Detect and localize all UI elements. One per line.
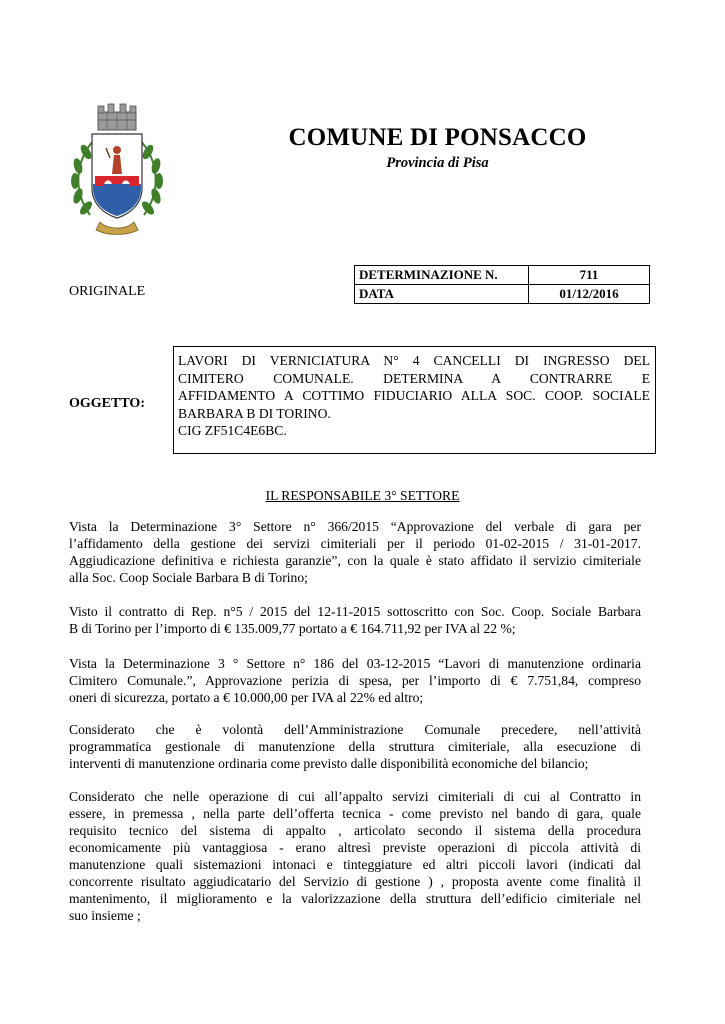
paragraph-line: B di Torino per l’importo di € 135.009,77 portato a € 164.711,92 per IVA al 22 %; [69, 621, 516, 636]
paragraph-line: l’affidamento della gestione dei servizi cimiteriali per il periodo 01-02-2015 / 31-01-2017. [69, 536, 641, 551]
ribbon-icon [96, 222, 138, 235]
paragraph [69, 518, 641, 586]
paragraph-line: Vista la Determinazione 3° Settore n° 366/2015 “Approvazione del verbale di gara per [69, 519, 641, 534]
table-row [355, 285, 650, 304]
paragraph-line: requisito tecnico del sistema di appalto , articolato secondo il sistema della procedura [69, 823, 641, 838]
page-title: COMUNE DI PONSACCO [288, 124, 587, 151]
paragraph-line: Aggiudicazione definitiva e richiesta garanzie”, con la quale è stato affidato il servizio cimiteriale [69, 553, 641, 568]
paragraph-line: economicamente più vantaggiosa - erano altresì previste operazioni di piccola attività di [69, 840, 641, 855]
paragraph-line: programmatica gestionale di manutenzione della struttura cimiteriale, alla esecuzione di [69, 739, 641, 754]
determination-number-label: DETERMINAZIONE N. [355, 266, 529, 285]
subject-line: AFFIDAMENTO A COTTIMO FIDUCIARIO ALLA SOC. COOP. SOCIALE [178, 388, 650, 403]
table-row [355, 266, 650, 285]
paragraph-line: Cimitero Comunale.”, Approvazione perizia di spesa, per l’importo di € 7.751,84, compreso [69, 673, 641, 688]
paragraph-line: manutenzione quali sistemazioni intonaci e tinteggiature ed altri piccoli lavori (indicati dal [69, 857, 641, 872]
shield-icon [92, 134, 142, 218]
page-subtitle: Provincia di Pisa [386, 155, 489, 171]
paragraph-line: Considerato che nelle operazione di cui all’appalto servizi cimiteriali di cui al Contratto in [69, 789, 641, 804]
paragraph [69, 721, 641, 772]
paragraph-line: alla Soc. Coop Sociale Barbara B di Torino; [69, 570, 308, 585]
paragraph-line: interventi di manutenzione ordinaria come previsto dalle disponibilità economiche del bilancio; [69, 756, 589, 771]
subject-line: BARBARA B DI TORINO. [178, 405, 331, 421]
paragraph-line: Vista la Determinazione 3 ° Settore n° 186 del 03-12-2015 “Lavori di manutenzione ordinaria [69, 656, 641, 671]
paragraph-line: mantenimento, il miglioramento e la valorizzazione della struttura dell’edificio cimiteriale nel [69, 891, 641, 906]
crown-icon [98, 104, 136, 130]
paragraph-line: concorrente risultato aggiudicatario del Servizio di gestione ) , proposta avente come finalità il [69, 874, 641, 889]
subject-line: LAVORI DI VERNICIATURA N° 4 CANCELLI DI INGRESSO DEL [178, 353, 650, 368]
determination-date-label: DATA [355, 285, 529, 304]
determination-number-value: 711 [529, 266, 650, 285]
paragraph-line: oneri di sicurezza, portato a € 10.000,00 per IVA al 22% ed altro; [69, 690, 424, 705]
subject-line: CIMITERO COMUNALE. DETERMINA A CONTRARRE E [178, 370, 650, 386]
paragraph-line: essere, in premessa , nella parte dell’offerta tecnica - come previsto nel bando di gara, quale [69, 806, 641, 821]
status-label: ORIGINALE [69, 284, 146, 299]
coat-of-arms-icon [64, 100, 170, 238]
paragraph [69, 655, 641, 706]
paragraph-line: Visto il contratto di Rep. n°5 / 2015 del 12-11-2015 sottoscritto con Soc. Coop. Sociale Barbara [69, 604, 641, 619]
determination-table [354, 265, 650, 304]
paragraph-line: Considerato che è volontà dell’Amministrazione Comunale precedere, nell’attività [69, 722, 641, 737]
subject-line: CIG ZF51C4E6BC. [178, 423, 287, 438]
paragraph [69, 788, 641, 924]
determination-date-value: 01/12/2016 [529, 285, 650, 304]
section-heading: IL RESPONSABILE 3° SETTORE [265, 488, 460, 503]
subject-label: OGGETTO: [69, 396, 145, 411]
paragraph-line: suo insieme ; [69, 908, 141, 923]
paragraph [69, 603, 641, 637]
subject-box [173, 346, 656, 454]
